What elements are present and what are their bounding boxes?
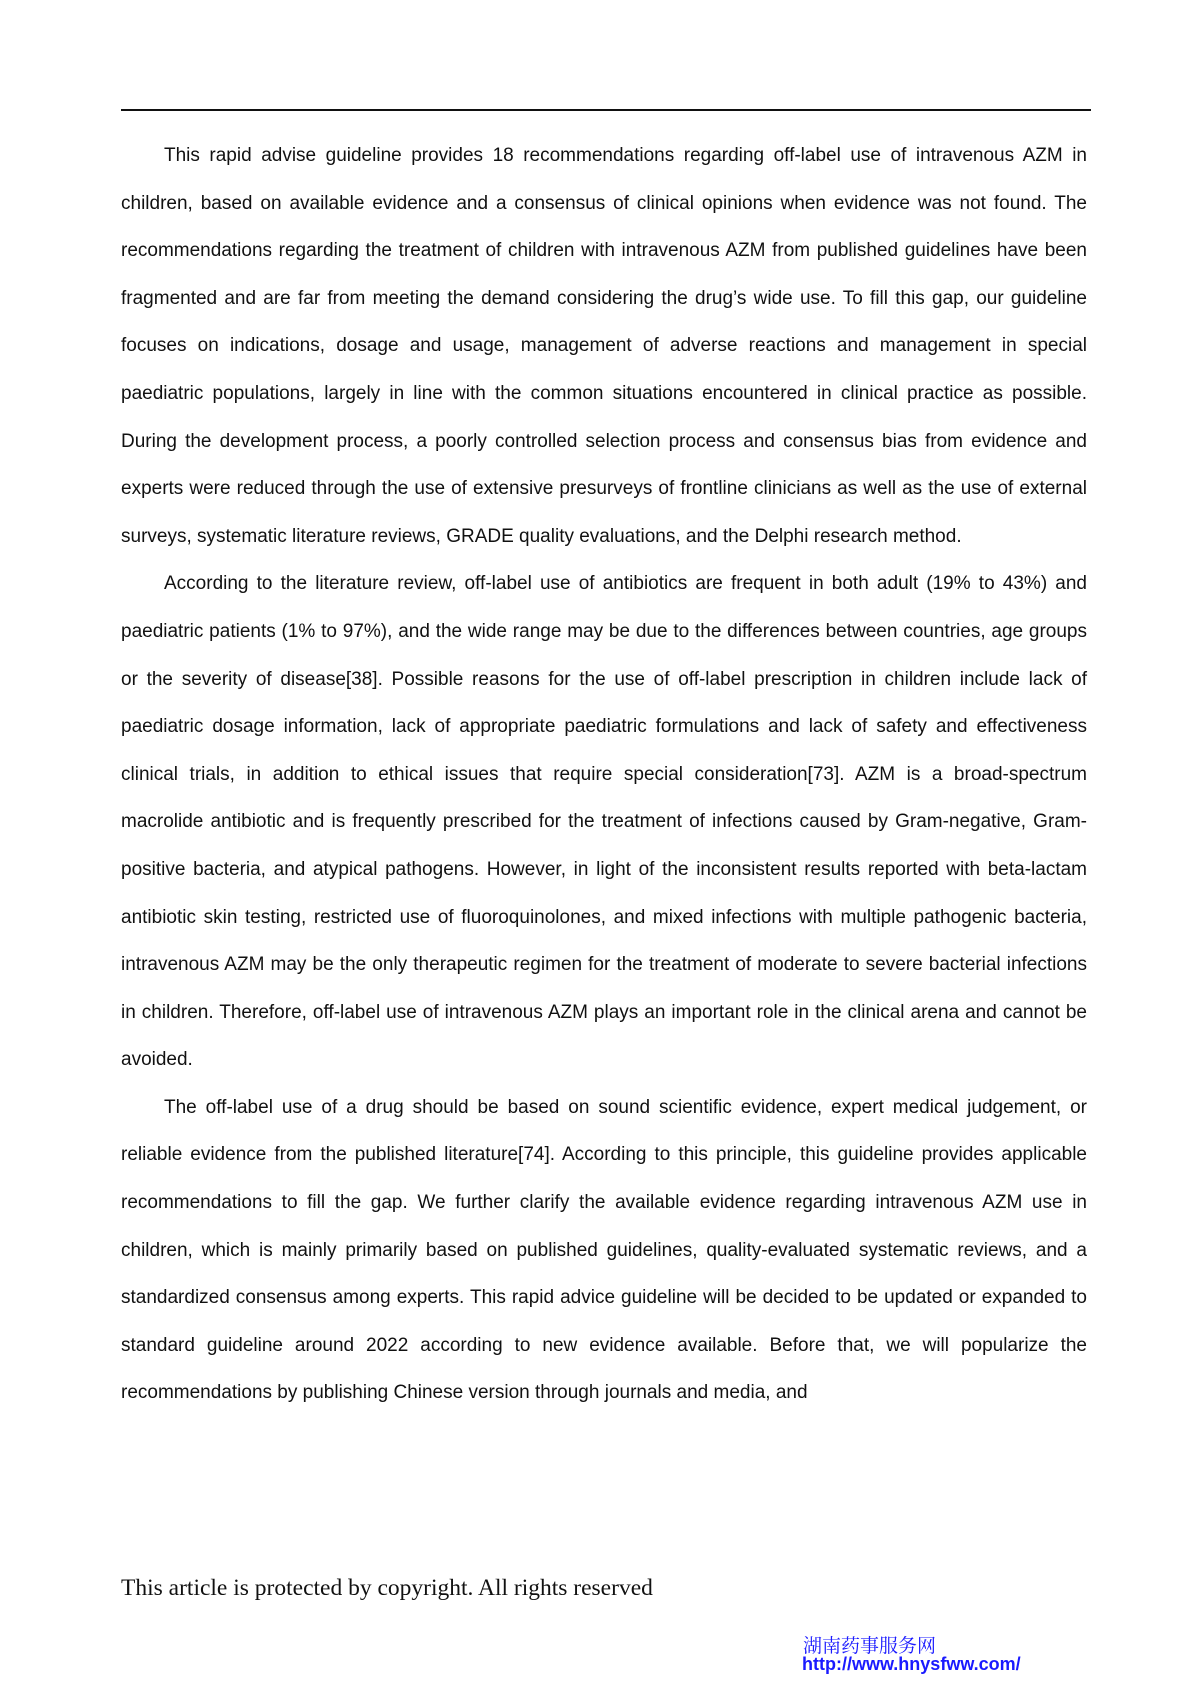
article-body (121, 132, 1087, 1417)
paragraph-1: This rapid advise guideline provides 18 recommendations regarding off-label use of intravenous AZM in children, based on available evidence and a consensus of clinical opinions when evidence was not found. The recommendations regarding the treatment of children with intravenous AZM from published guidelines have been fragmented and are far from meeting the demand considering the drug’s wide use. To fill this gap, our guideline focuses on indications, dosage and usage, management of adverse reactions and management in special paediatric populations, largely in line with the common situations encountered in clinical practice as possible. During the development process, a poorly controlled selection process and consensus bias from evidence and experts were reduced through the use of extensive presurveys of frontline clinicians as well as the use of external surveys, systematic literature reviews, GRADE quality evaluations, and the Delphi research method. (121, 145, 1087, 547)
watermark-url-link[interactable]: http://www.hnysfww.com/ (802, 1654, 1021, 1674)
watermark-site-name: 湖南药事服务网 (803, 1635, 937, 1657)
paragraph-2: According to the literature review, off-label use of antibiotics are frequent in both adult (19% to 43%) and paediatric patients (1% to 97%), and the wide range may be due to the differences between countries, age groups or the severity of disease[38]. Possible reasons for the use of off-label prescription in children include lack of paediatric dosage information, lack of appropriate paediatric formulations and lack of safety and effectiveness clinical trials, in addition to ethical issues that require special consideration[73]. AZM is a broad-spectrum macrolide antibiotic and is frequently prescribed for the treatment of infections caused by Gram-negative, Gram-positive bacteria, and atypical pathogens. However, in light of the inconsistent results reported with beta-lactam antibiotic skin testing, restricted use of fluoroquinolones, and mixed infections with multiple pathogenic bacteria, intravenous AZM may be the only therapeutic regimen for the treatment of moderate to severe bacterial infections in children. Therefore, off-label use of intravenous AZM plays an important role in the clinical arena and cannot be avoided. (121, 573, 1087, 1071)
paragraph-3: The off-label use of a drug should be based on sound scientific evidence, expert medical judgement, or reliable evidence from the published literature[74]. According to this principle, this guideline provides applicable recommendations to fill the gap. We further clarify the available evidence regarding intravenous AZM use in children, which is mainly primarily based on published guidelines, quality-evaluated systematic reviews, and a standardized consensus among experts. This rapid advice guideline will be decided to be updated or expanded to standard guideline around 2022 according to new evidence available. Before that, we will popularize the recommendations by publishing Chinese version through journals and media, and (121, 1096, 1087, 1404)
header-rule (121, 109, 1091, 111)
copyright-notice: This article is protected by copyright. All rights reserved (121, 1575, 653, 1601)
